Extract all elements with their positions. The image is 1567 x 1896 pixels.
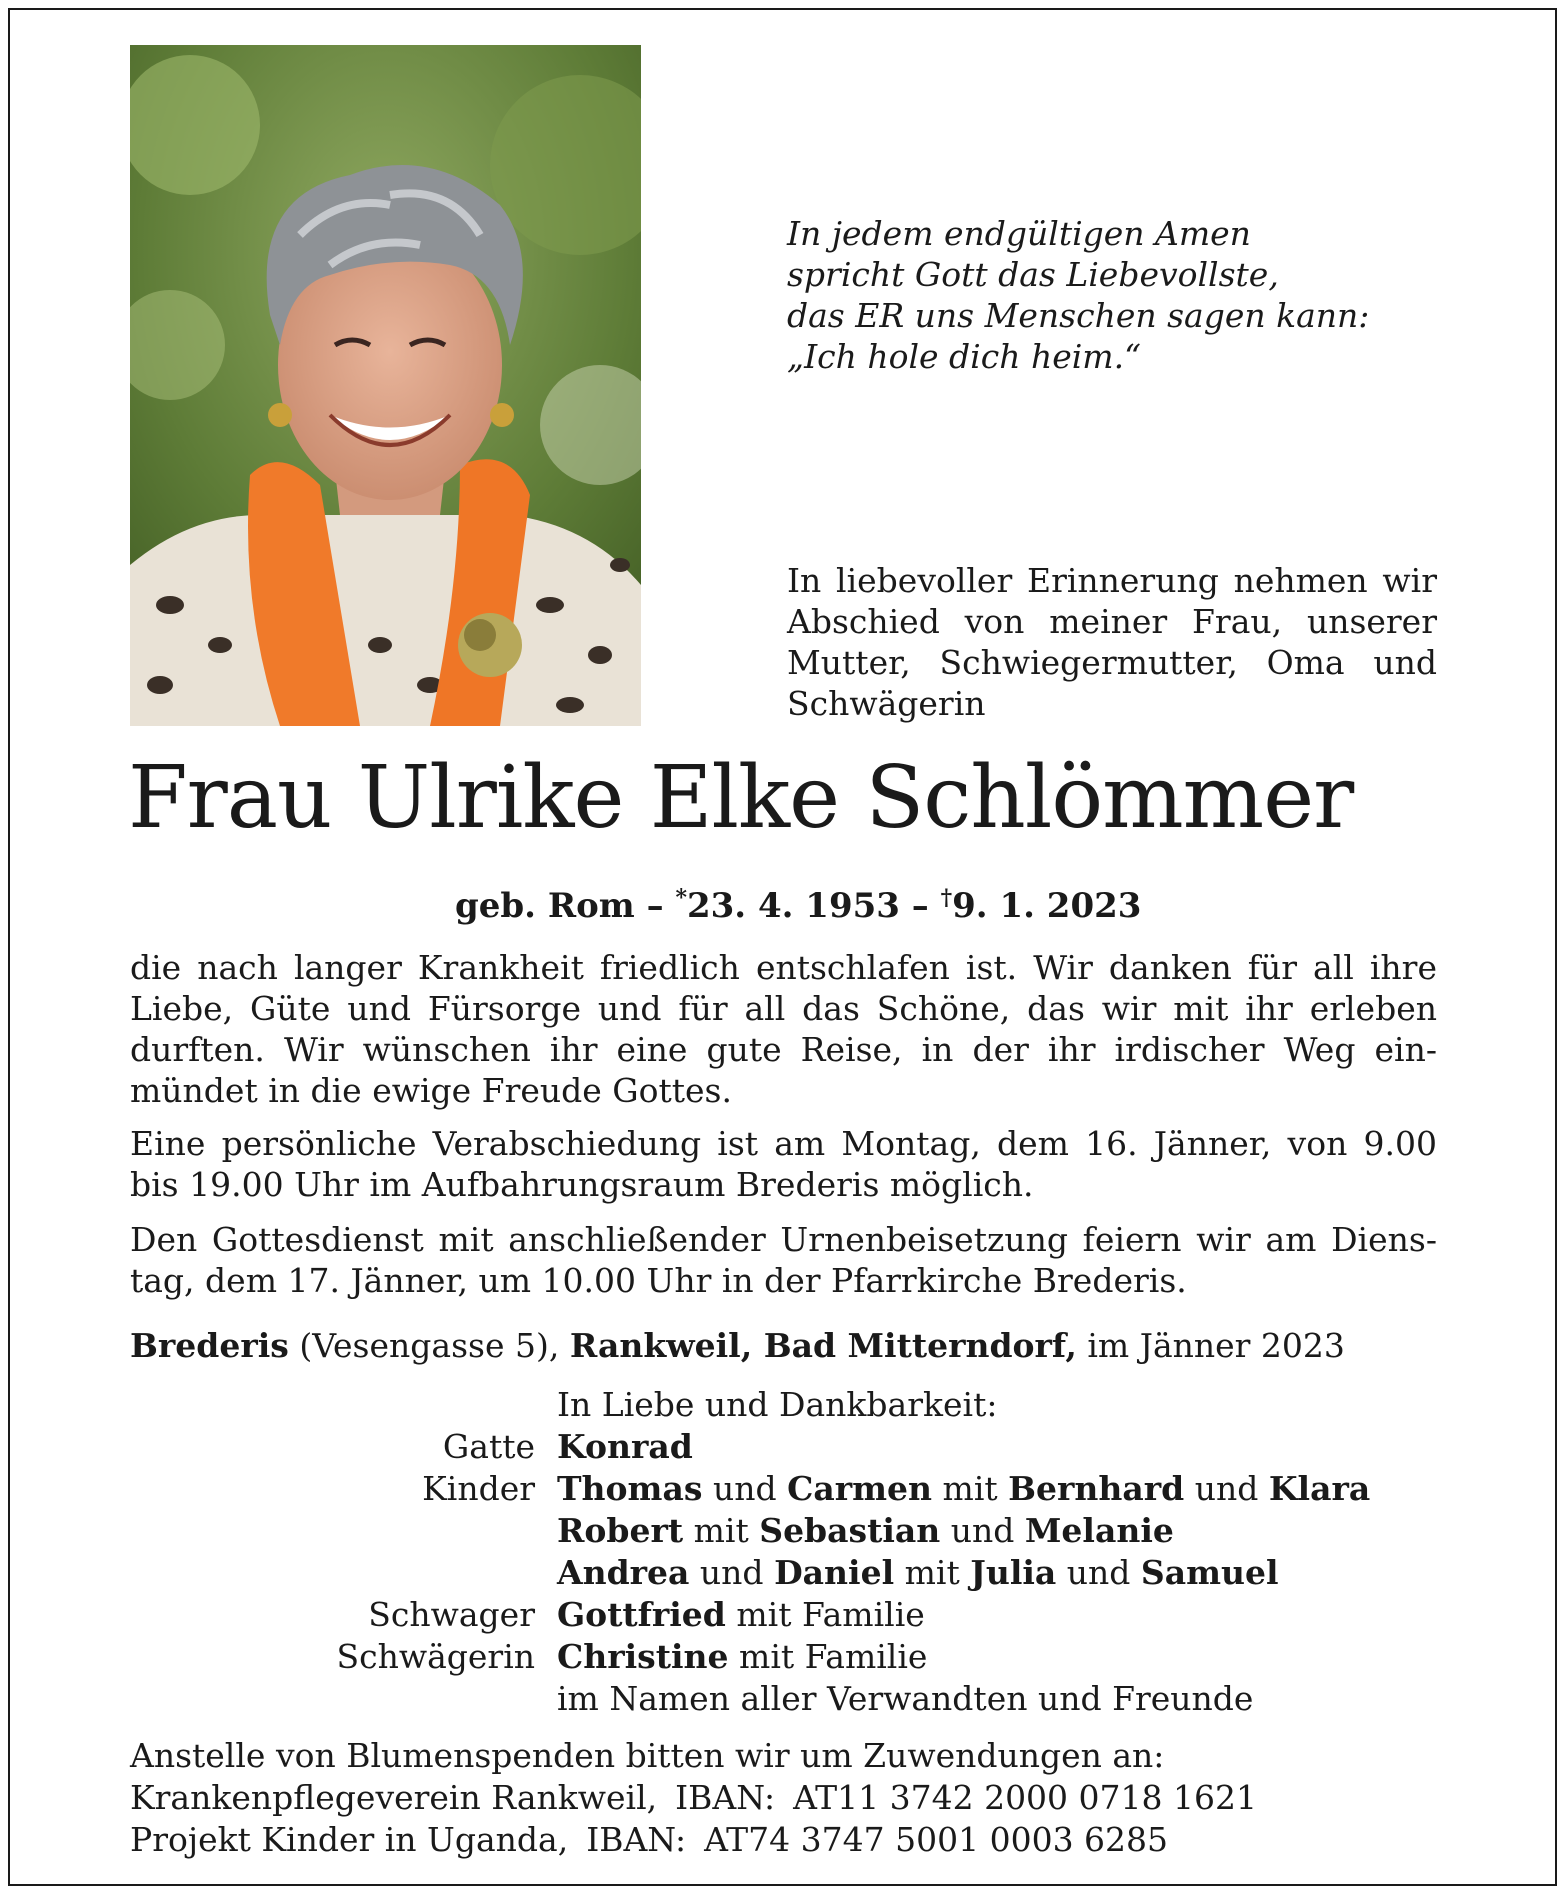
- portrait-photo: [130, 45, 641, 726]
- relation-label: Schwägerin: [336, 1637, 535, 1676]
- paragraph-viewing: Eine persönliche Verabschiedung ist am Montag, dem 16. Jänner, von 9.00 bis 19.00 Uhr im Aufbahrungsraum Brederis möglich.: [130, 1124, 1437, 1204]
- place-date: im Jänner 2023: [1076, 1326, 1345, 1365]
- relation-label: Kinder: [422, 1469, 535, 1508]
- family-name: Christine: [557, 1637, 729, 1676]
- connector: und: [1184, 1469, 1269, 1508]
- family-name: Carmen: [787, 1469, 933, 1508]
- donation-org: Krankenpflegeverein Rankweil,: [130, 1778, 658, 1817]
- paragraph-farewell: die nach langer Krankheit friedlich entschlafen ist. Wir danken für all ihre Liebe, Güte und Fürsorge und für all das Schöne, das wir mit ihr erleben durften. Wir wünschen ihr eine gute Reise, in der ihr irdischer Weg einmündet in die ewige Freude Gottes.: [130, 948, 1437, 1110]
- iban-number: AT74 3747 5001 0003 6285: [704, 1820, 1169, 1859]
- birth-symbol: *: [675, 885, 687, 911]
- connector: mit: [683, 1511, 760, 1550]
- connector: und: [1056, 1553, 1141, 1592]
- paragraph-service: Den Gottesdienst mit anschließender Urnenbeisetzung feiern wir am Dienstag, dem 17. Jänner, um 10.00 Uhr in der Pfarrkirche Brederis.: [130, 1220, 1437, 1300]
- life-dates: [455, 877, 1141, 927]
- death-symbol: †: [940, 885, 953, 911]
- family-heading: In Liebe und Dankbarkeit:: [557, 1385, 998, 1424]
- connector: mit: [894, 1553, 971, 1592]
- motto-line: spricht Gott das Liebevollste,: [787, 255, 1279, 294]
- motto-line: In jedem endgültigen Amen: [787, 214, 1251, 253]
- connector: und: [940, 1511, 1025, 1550]
- motto-verse: [787, 213, 1487, 377]
- connector: und: [689, 1553, 775, 1592]
- family-name: Thomas: [557, 1469, 703, 1508]
- dash: –: [646, 886, 664, 926]
- motto-line: „Ich hole dich heim.“: [787, 337, 1141, 376]
- family-all: im Namen aller Verwandten und Freunde: [557, 1679, 1254, 1718]
- motto-line: das ER uns Menschen sagen kann:: [787, 296, 1370, 335]
- death-date: 9. 1. 2023: [952, 886, 1142, 926]
- place-towns: Rankweil, Bad Mitterndorf,: [569, 1326, 1077, 1365]
- connector: mit: [932, 1469, 1009, 1508]
- connector: mit Familie: [725, 1595, 925, 1634]
- dash: –: [911, 886, 929, 926]
- family-name: Gottfried: [557, 1595, 726, 1634]
- relation-label: Schwager: [368, 1595, 535, 1634]
- donation-text: Anstelle von Blumenspenden bitten wir um Zuwendungen an:: [130, 1736, 1165, 1775]
- family-name: Melanie: [1024, 1511, 1174, 1550]
- family-name: Robert: [557, 1511, 684, 1550]
- family-name: Bernhard: [1008, 1469, 1185, 1508]
- family-list: [130, 1384, 1450, 1720]
- place-address: (Vesengasse 5),: [288, 1326, 570, 1365]
- place-and-date: [130, 1325, 1345, 1366]
- family-name: Klara: [1268, 1469, 1371, 1508]
- family-name: Daniel: [774, 1553, 895, 1592]
- donation-org: Projekt Kinder in Uganda,: [130, 1820, 569, 1859]
- birth-date: 23. 4. 1953: [686, 886, 900, 926]
- intro-text: In liebevoller Erinnerung nehmen wir Abschied von meiner Frau, unserer Mutter, Schwiegermutter, Oma und Schwägerin: [787, 561, 1437, 723]
- family-name: Julia: [970, 1553, 1057, 1592]
- iban-label: IBAN:: [586, 1820, 687, 1859]
- iban-label: IBAN:: [675, 1778, 776, 1817]
- connector: und: [702, 1469, 788, 1508]
- iban-number: AT11 3742 2000 0718 1621: [793, 1778, 1257, 1817]
- maiden-name: geb. Rom: [455, 886, 635, 926]
- donation-request: [130, 1735, 1257, 1861]
- family-name: Konrad: [557, 1427, 693, 1466]
- family-name: Samuel: [1140, 1553, 1279, 1592]
- deceased-name: Frau Ulrike Elke Schlömmer: [128, 748, 1354, 848]
- family-name: Andrea: [557, 1553, 690, 1592]
- connector: mit Familie: [728, 1637, 928, 1676]
- family-name: Sebastian: [759, 1511, 941, 1550]
- place-town: Brederis: [130, 1326, 289, 1365]
- relation-label: Gatte: [442, 1427, 535, 1466]
